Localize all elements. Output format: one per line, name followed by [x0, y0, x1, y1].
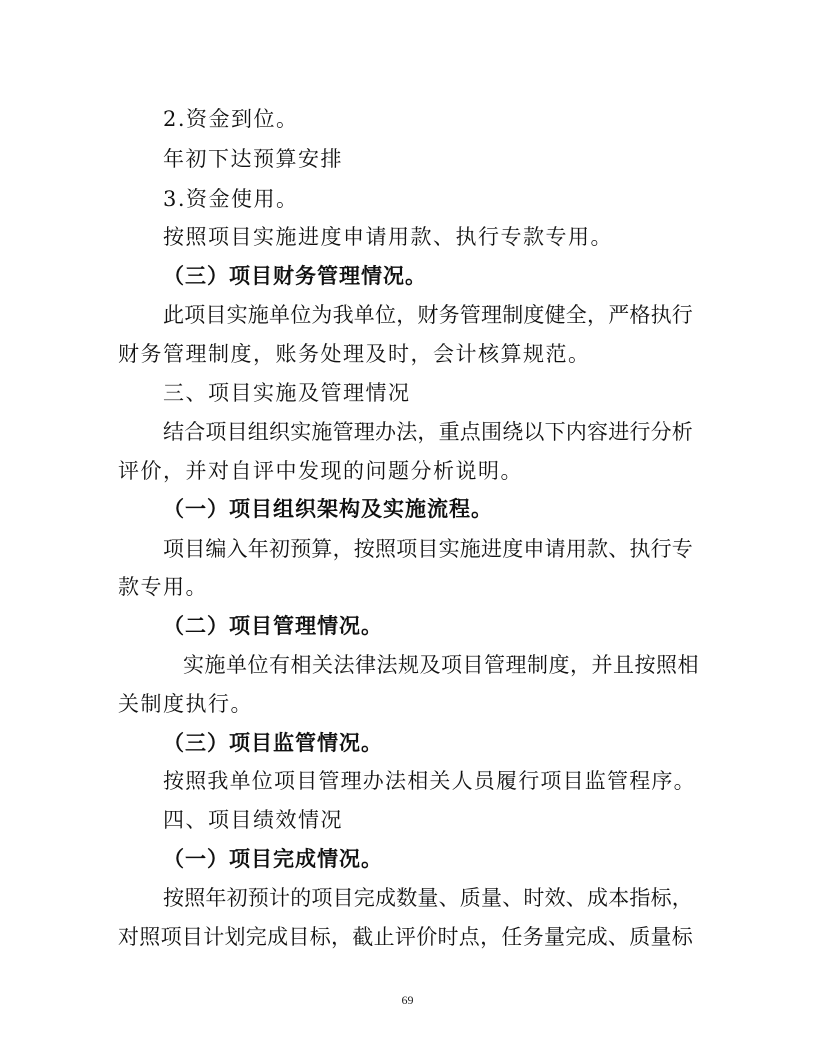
text-line: 年初下达预算安排 [163, 147, 343, 171]
text-line: 实施单位有相关法律法规及项目管理制度，并且按照相 [183, 653, 699, 677]
section-heading: 三、项目实施及管理情况 [163, 381, 411, 405]
text-line: 项目编入年初预算，按照项目实施进度申请用款、执行专 [163, 537, 693, 561]
text-line: 财务管理制度，账务处理及时，会计核算规范。 [118, 342, 591, 366]
text-line: 对照项目计划完成目标，截止评价时点，任务量完成、质量标 [118, 925, 694, 949]
text-line: 结合项目组织实施管理办法，重点围绕以下内容进行分析 [163, 420, 693, 444]
text-line: 款专用。 [118, 575, 208, 599]
section-heading: （二）项目管理情况。 [163, 614, 383, 638]
text-line: 此项目实施单位为我单位，财务管理制度健全，严格执行 [163, 303, 693, 327]
section-heading: （三）项目监管情况。 [163, 731, 383, 755]
text-line: 评价，并对自评中发现的问题分析说明。 [118, 459, 523, 483]
section-heading: （一）项目完成情况。 [163, 847, 383, 871]
text-line: 按照项目实施进度申请用款、执行专款专用。 [163, 225, 613, 249]
text-line: 2.资金到位。 [163, 107, 299, 131]
page-number: 69 [401, 993, 414, 1007]
text-line: 按照年初预计的项目完成数量、质量、时效、成本指标， [163, 886, 693, 910]
section-heading: 四、项目绩效情况 [163, 808, 343, 832]
text-line: 关制度执行。 [118, 692, 253, 716]
text-line: 3.资金使用。 [163, 187, 299, 211]
text-line: 按照我单位项目管理办法相关人员履行项目监管程序。 [163, 769, 696, 793]
section-heading: （三）项目财务管理情况。 [163, 264, 427, 288]
section-heading: （一）项目组织架构及实施流程。 [163, 497, 493, 521]
